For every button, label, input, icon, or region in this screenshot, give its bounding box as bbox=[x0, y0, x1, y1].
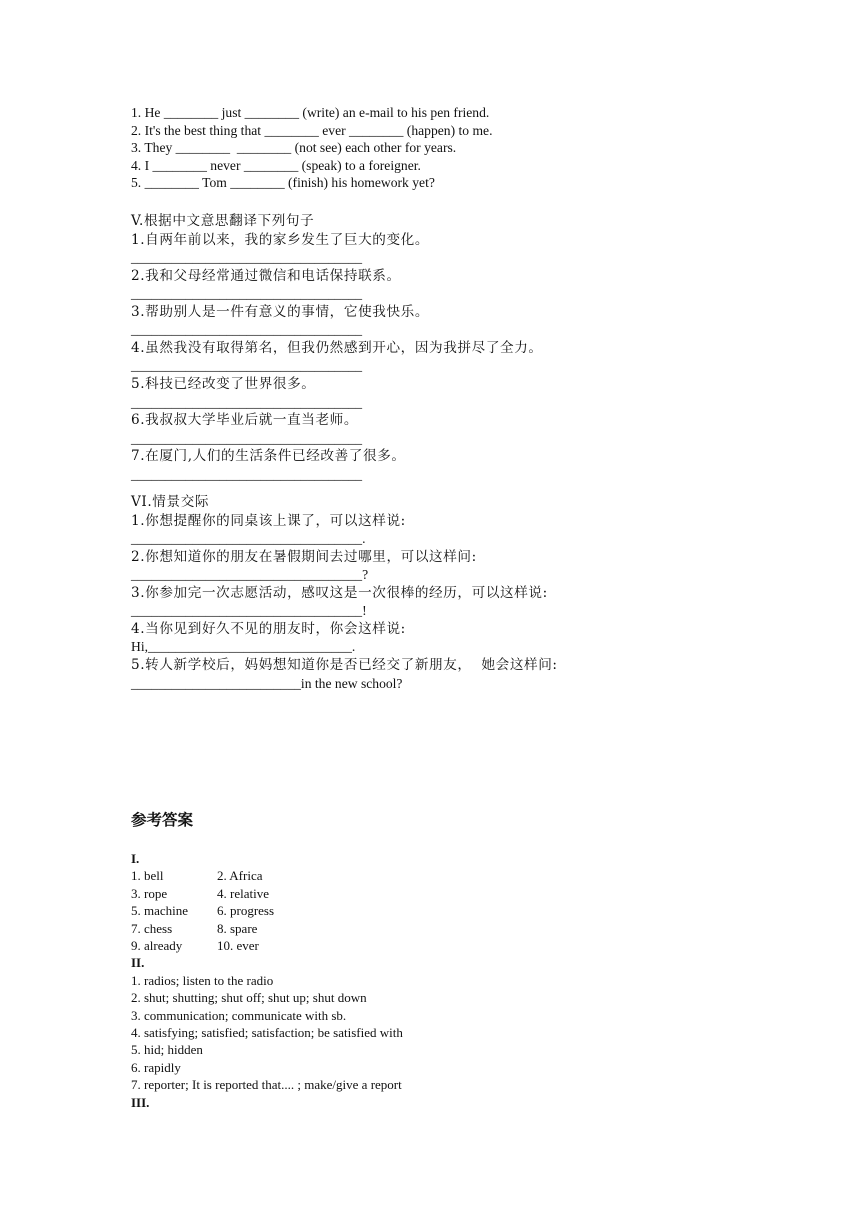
exercise-line: 3. They ________ ________ (not see) each other for years. bbox=[131, 140, 457, 155]
answer-cell: 5. machine bbox=[131, 903, 189, 919]
answer-key bbox=[131, 850, 403, 1111]
answer-heading: II. bbox=[131, 955, 145, 971]
answer-blank: __________________________________ bbox=[131, 430, 363, 446]
answer-blank: __________________________________ bbox=[131, 358, 363, 374]
answer-cell: 8. spare bbox=[217, 920, 258, 936]
answer-cell: 9. already bbox=[131, 938, 183, 954]
answer-row bbox=[131, 920, 403, 937]
answer-cell: 7. chess bbox=[131, 920, 173, 936]
answer-heading: III. bbox=[131, 1094, 150, 1110]
question-line: 2.我和父母经常通过微信和电话保持联系。 bbox=[131, 267, 401, 284]
answer-line: 4. satisfying; satisfied; satisfaction; be satisfied with bbox=[131, 1025, 403, 1041]
question-line: 5.转人新学校后，妈妈想知道你是否已经交了新朋友， 她会这样问: bbox=[131, 656, 558, 673]
verb-exercise bbox=[131, 104, 492, 192]
answer-blank: __________________________________ bbox=[131, 250, 363, 266]
answer-blank: __________________________________! bbox=[131, 603, 367, 619]
question-line: 2.你想知道你的朋友在暑假期间去过哪里，可以这样问: bbox=[131, 548, 477, 565]
answer-line: 6. rapidly bbox=[131, 1059, 181, 1075]
section-heading: VI.情景交际 bbox=[131, 494, 210, 510]
answer-cell: 4. relative bbox=[217, 885, 269, 901]
section-heading: V.根据中文意思翻译下列句子 bbox=[131, 213, 315, 229]
exercise-line: 4. I ________ never ________ (speak) to a foreigner. bbox=[131, 157, 421, 173]
answer-blank: __________________________________ bbox=[131, 394, 363, 410]
question-line: 3.帮助别人是一件有意义的事情，它使我快乐。 bbox=[131, 303, 430, 320]
question-line: 1.你想提醒你的同桌该上课了，可以这样说: bbox=[131, 512, 406, 529]
answer-line: 2. shut; shutting; shut off; shut up; shut down bbox=[131, 990, 367, 1006]
answer-cell: 6. progress bbox=[217, 903, 275, 919]
answer-row bbox=[131, 867, 403, 884]
question-line: 1.自两年前以来，我的家乡发生了巨大的变化。 bbox=[131, 231, 430, 248]
question-line: 3.你参加完一次志愿活动，感叹这是一次很棒的经历，可以这样说: bbox=[131, 584, 548, 601]
answer-blank: _________________________in the new school? bbox=[131, 675, 403, 691]
answer-cell: 1. bell bbox=[131, 868, 164, 884]
translation-section bbox=[131, 212, 543, 483]
answer-row bbox=[131, 902, 403, 919]
answer-blank: __________________________________ bbox=[131, 286, 363, 302]
answer-blank: __________________________________ bbox=[131, 322, 363, 338]
answer-key-title: 参考答案 bbox=[131, 811, 194, 829]
exercise-line: 2. It's the best thing that ________ ever ________ (happen) to me. bbox=[131, 122, 493, 138]
answer-blank: __________________________________ bbox=[131, 466, 363, 482]
answer-line: 3. communication; communicate with sb. bbox=[131, 1007, 347, 1023]
question-line: 6.我叔叔大学毕业后就一直当老师。 bbox=[131, 412, 359, 429]
answer-cell: 2. Africa bbox=[217, 868, 263, 884]
answer-blank: Hi,______________________________. bbox=[131, 639, 356, 655]
answer-cell: 10. ever bbox=[217, 938, 259, 954]
answer-blank: __________________________________. bbox=[131, 531, 366, 547]
answer-cell: 3. rope bbox=[131, 885, 168, 901]
situational-section bbox=[131, 493, 558, 692]
question-line: 7.在厦门,人们的生活条件已经改善了很多。 bbox=[131, 448, 406, 465]
question-line: 4.当你见到好久不见的朋友时，你会这样说: bbox=[131, 620, 406, 637]
question-line: 4.虽然我没有取得第名，但我仍然感到开心，因为我拼尽了全力。 bbox=[131, 339, 543, 356]
answer-blank: __________________________________? bbox=[131, 567, 369, 583]
answer-heading: I. bbox=[131, 851, 140, 866]
answer-row bbox=[131, 885, 403, 902]
answer-line: 7. reporter; It is reported that.... ; make/give a report bbox=[131, 1077, 402, 1093]
exercise-line: 1. He ________ just ________ (write) an e-mail to his pen friend. bbox=[131, 105, 490, 120]
question-line: 5.科技已经改变了世界很多。 bbox=[131, 375, 316, 392]
exercise-line: 5. ________ Tom ________ (finish) his homework yet? bbox=[131, 175, 435, 190]
answer-line: 5. hid; hidden bbox=[131, 1042, 203, 1058]
answer-line: 1. radios; listen to the radio bbox=[131, 972, 274, 988]
answer-row bbox=[131, 937, 403, 954]
